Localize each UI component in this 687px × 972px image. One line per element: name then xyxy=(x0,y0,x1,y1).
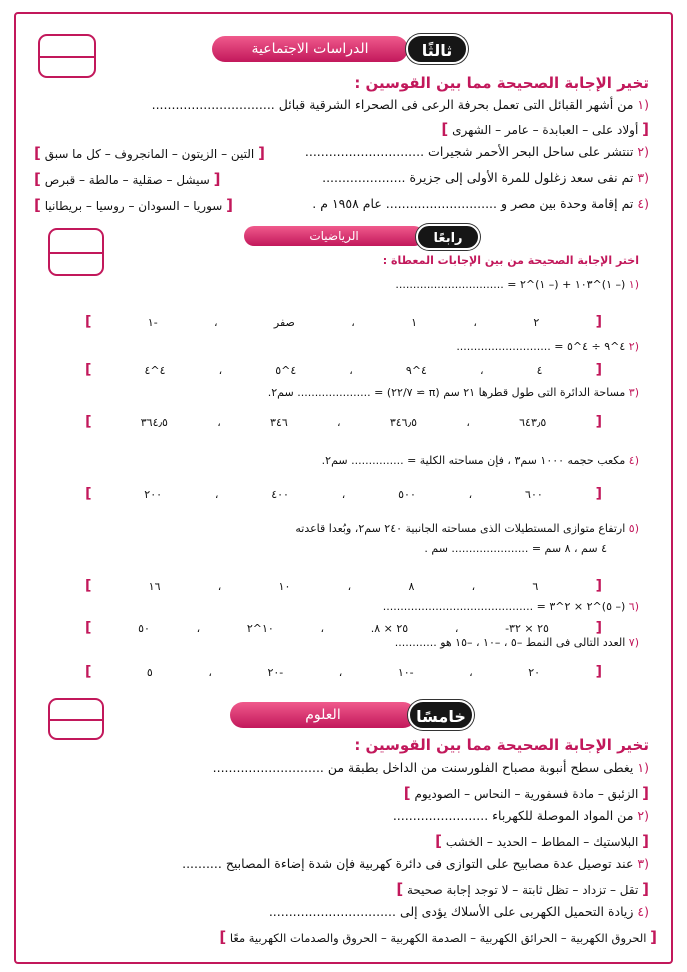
score-box-science xyxy=(48,698,104,740)
q-number: (٤ xyxy=(637,196,649,211)
options-text: سيشل – صقلية – مالطة – قبرص xyxy=(44,173,210,187)
score-box-social xyxy=(38,34,96,78)
q-text: تم نفى سعد زغلول للمرة الأولى إلى جزيرة ..................... xyxy=(322,170,634,185)
option: ٢٥ × ٨. xyxy=(370,621,409,635)
option: ٥٠ xyxy=(138,621,150,635)
options-text: أولاد على – العبابدة – عامر – الشهرى xyxy=(452,123,639,137)
option: ٣٤٦ xyxy=(270,415,288,429)
options-text: سوريا – السودان – روسيا – بريطانيا xyxy=(44,199,223,213)
option: ١٠^٢ xyxy=(246,621,274,635)
q-number: (٢ xyxy=(628,340,639,353)
section-banner-social xyxy=(212,34,468,64)
social-q1-options: [ أولاد على – العبابدة – عامر – الشهرى ] xyxy=(441,120,649,138)
q-text: العدد التالى فى النمط –٥ ، –١٠ ، –١٥ هو ............ xyxy=(394,636,626,649)
q-text: مكعب حجمه ١٠٠٠ سم٣ ، فإن مساحته الكلية = ............... سم٢. xyxy=(321,454,626,467)
math-q7-options: [ ٢٠ ، -١٠ ، -٢٠ ، ٥ ] xyxy=(85,664,602,680)
option: صفر xyxy=(273,315,295,329)
option: ٥٠٠ xyxy=(398,487,416,501)
science-q3 xyxy=(30,856,649,871)
social-q1 xyxy=(30,97,649,112)
social-heading: تخير الإجابة الصحيحة مما بين القوسين : xyxy=(354,74,649,92)
math-q6-options: [ ٢٥ × ٣٢- ، ٢٥ × ٨. ، ١٠^٢ ، ٥٠ ] xyxy=(85,620,602,636)
option: ١٦ xyxy=(148,579,161,593)
option: ٣٤٦٫٥ xyxy=(389,415,418,429)
math-heading: اختر الإجابة الصحيحة من بين الإجابات المعطاة : xyxy=(382,254,639,267)
q-text: من أشهر القبائل التى تعمل بحرفة الرعى فى الصحراء الشرقية قبائل ............................... xyxy=(151,97,634,112)
section-label-math: رابعًا xyxy=(416,224,480,250)
section-label-social: ثالثًا xyxy=(406,34,468,64)
option: ٣٦٤٫٥ xyxy=(140,415,168,429)
option: -٢٠ xyxy=(267,665,284,679)
social-q4-options: [ سوريا – السودان – روسيا – بريطانيا ] xyxy=(34,196,234,214)
options-text: البلاستيك – المطاط – الحديد – الخشب xyxy=(445,835,639,849)
section-banner-math xyxy=(244,222,480,252)
math-q4-options: [ ٦٠٠ ، ٥٠٠ ، ٤٠٠ ، ٢٠٠ ] xyxy=(85,486,602,502)
q-number: (٣ xyxy=(637,170,649,185)
q-text: (– ١)^١٠٣ + (– ١)^٢ = ............................... xyxy=(395,278,626,291)
q-text: ٤^٩ ÷ ٤^٥ = ........................... xyxy=(456,340,626,353)
score-box-math xyxy=(48,228,104,276)
section-banner-science xyxy=(226,700,474,730)
option: ٢٠٠ xyxy=(144,487,163,501)
science-q1 xyxy=(30,760,649,775)
math-q5-options: [ ٦ ، ٨ ، ١٠ ، ١٦ ] xyxy=(85,578,602,594)
q-number: (١ xyxy=(637,760,649,775)
science-q4 xyxy=(30,904,649,919)
options-text: الحروق الكهربية – الحرائق الكهربية – الصدمة الكهربية – الحروق والصدمات الكهربية معًا xyxy=(229,931,647,945)
option: ٢٥ × ٣٢- xyxy=(505,621,549,635)
section-title-science: العلوم xyxy=(230,702,416,728)
option: ٦٠٠ xyxy=(525,487,543,501)
options-text: الزئبق – مادة فسفورية – النحاس – الصوديوم xyxy=(414,787,639,801)
option: ٤^٥ xyxy=(275,363,297,377)
q-number: (١ xyxy=(637,97,649,112)
math-q3 xyxy=(30,386,639,399)
science-q2-options: [ البلاستيك – المطاط – الحديد – الخشب ] xyxy=(435,832,649,850)
section-label-science: خامسًا xyxy=(408,700,474,730)
q-number: (٢ xyxy=(637,808,649,823)
q-text: مساحة الدائرة التى طول قطرها ٢١ سم (π ≃ ٢٢/٧) = ..................... سم٢. xyxy=(267,386,626,399)
options-text: التين – الزيتون – المانجروف – كل ما سبق xyxy=(44,147,255,161)
q-number: (٤ xyxy=(628,454,639,467)
math-q2-options: [ ٤ ، ٤^٩ ، ٤^٥ ، ٤^٤ ] xyxy=(85,362,602,378)
q-number: (٧ xyxy=(628,636,639,649)
option: ٦٤٣٫٥ xyxy=(519,415,547,429)
math-q4 xyxy=(30,454,639,467)
science-q4-options: [ الحروق الكهربية – الحرائق الكهربية – الصدمة الكهربية – الحروق والصدمات الكهربية معًا ] xyxy=(219,928,657,946)
math-q1 xyxy=(30,278,639,291)
q-number: (٣ xyxy=(637,856,649,871)
option: ٤٠٠ xyxy=(271,487,289,501)
option: ٤^٤ xyxy=(144,363,166,377)
option: ٥ xyxy=(146,665,153,679)
q-number: (٤ xyxy=(637,904,649,919)
social-q3-options: [ سيشل – صقلية – مالطة – قبرص ] xyxy=(34,170,221,188)
q-text: زيادة التحميل الكهربى على الأسلاك يؤدى إلى ................................ xyxy=(268,904,634,919)
math-q2 xyxy=(30,340,639,353)
option: -١ xyxy=(147,315,158,329)
math-q3-options: [ ٦٤٣٫٥ ، ٣٤٦٫٥ ، ٣٤٦ ، ٣٦٤٫٥ ] xyxy=(85,414,602,430)
section-title-social: الدراسات الاجتماعية xyxy=(212,36,408,62)
q-text: (– ٥)^٢ × ٢^٣ = ........................................... xyxy=(382,600,626,613)
option: ٤ xyxy=(536,363,543,377)
section-title-math: الرياضيات xyxy=(244,226,424,246)
option: ١٠ xyxy=(278,579,291,593)
option: ٨ xyxy=(408,579,415,593)
math-q1-options: [ ٢ ، ١ ، صفر ، -١ ] xyxy=(85,314,602,330)
science-q3-options: [ تقل – تزداد – تظل ثابتة – لا توجد إجابة صحيحة ] xyxy=(396,880,649,898)
q-text: يغطى سطح أنبوبة مصباح الفلورسنت من الداخل بطبقة من ............................ xyxy=(212,760,634,775)
option: ٤^٩ xyxy=(405,363,427,377)
q-number: (٢ xyxy=(637,144,649,159)
q-text: عند توصيل عدة مصابيح على التوازى فى دائرة كهربية فإن شدة إضاءة المصابيح .......... xyxy=(182,856,634,871)
math-q5-line2: ٤ سم ، ٨ سم = ...................... سم . xyxy=(424,542,607,555)
option: -١٠ xyxy=(397,665,414,679)
q-number: (٣ xyxy=(628,386,639,399)
q-text: تم إقامة وحدة بين مصر و ............................ عام ١٩٥٨ م . xyxy=(312,196,634,211)
science-q2 xyxy=(30,808,649,823)
q-number: (٥ xyxy=(628,522,639,535)
science-heading: تخير الإجابة الصحيحة مما بين القوسين : xyxy=(354,736,649,754)
option: ١ xyxy=(411,315,418,329)
option: ٢ xyxy=(533,315,540,329)
option: ٢٠ xyxy=(528,665,541,679)
math-q6 xyxy=(30,600,639,613)
science-q1-options: [ الزئبق – مادة فسفورية – النحاس – الصوديوم ] xyxy=(403,784,649,802)
q-text: من المواد الموصلة للكهرباء ........................ xyxy=(392,808,634,823)
option: ٦ xyxy=(532,579,539,593)
social-q2-options: [ التين – الزيتون – المانجروف – كل ما سبق ] xyxy=(34,144,265,162)
q-text: تنتشر على ساحل البحر الأحمر شجيرات .............................. xyxy=(304,144,634,159)
math-q7 xyxy=(30,636,639,649)
math-q5 xyxy=(30,522,639,535)
options-text: تقل – تزداد – تظل ثابتة – لا توجد إجابة صحيحة xyxy=(407,883,639,897)
q-text: ارتفاع متوازى المستطيلات الذى مساحته الجانبية ٢٤٠ سم٢، وبُعدا قاعدته xyxy=(295,522,626,535)
q-number: (٦ xyxy=(628,600,639,613)
q-number: (١ xyxy=(628,278,639,291)
